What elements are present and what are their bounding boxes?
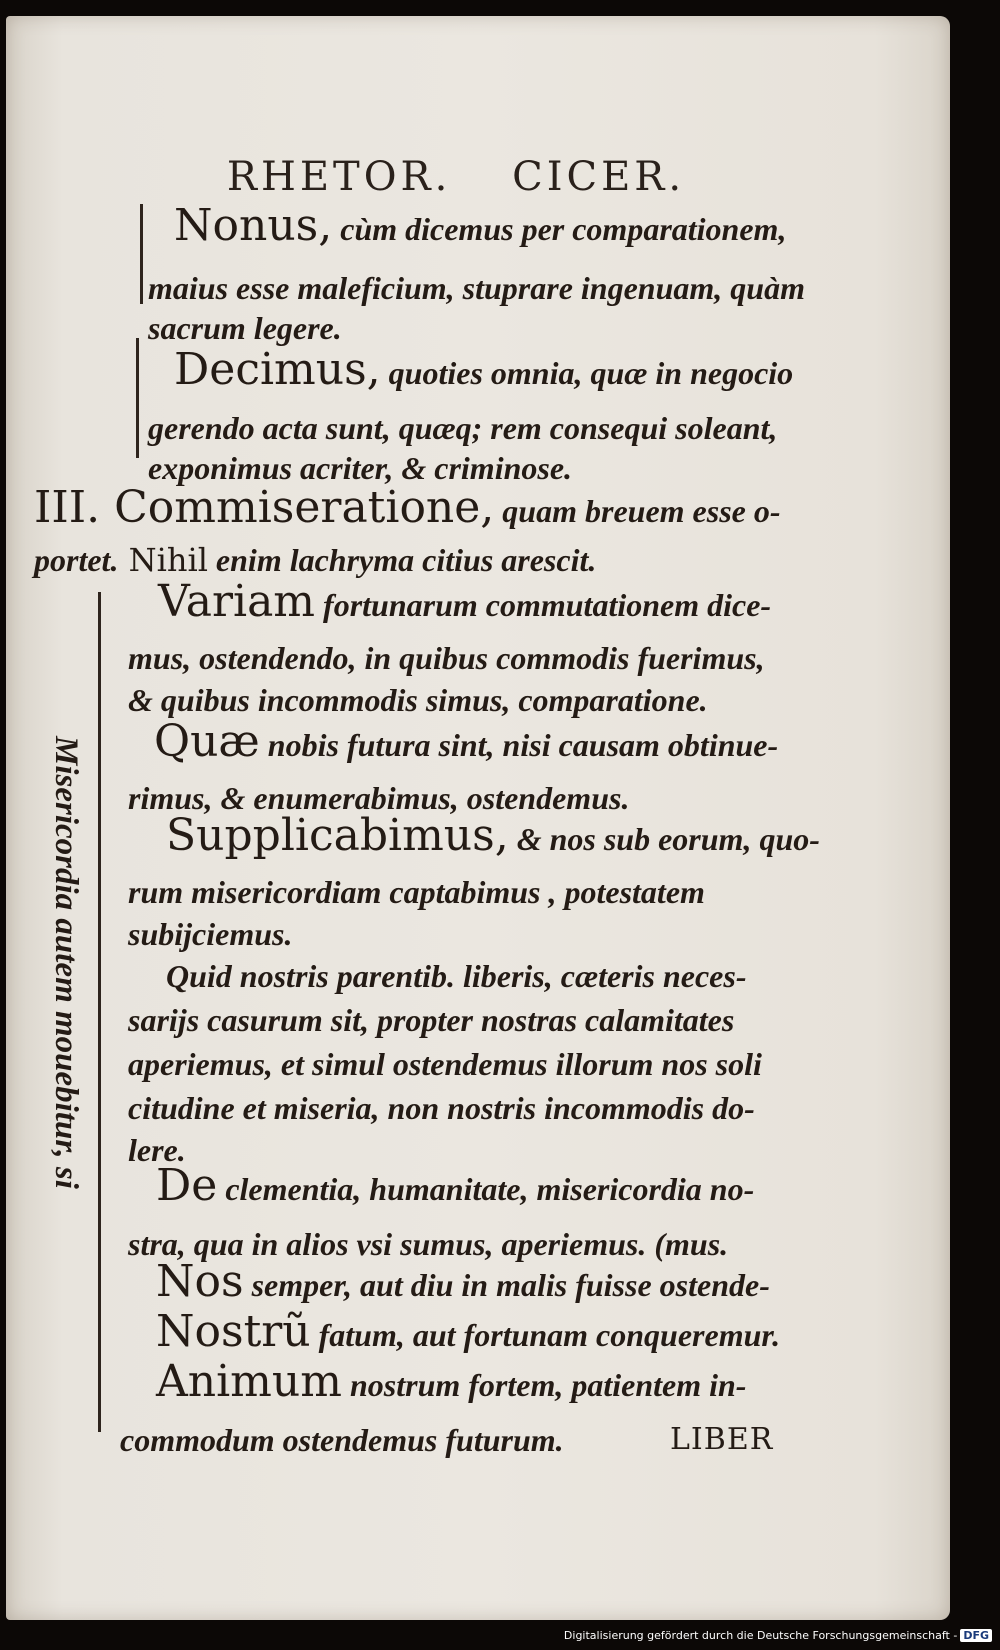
text-line-6: exponimus acriter, & criminose. bbox=[148, 450, 573, 486]
text-line-18: sarijs casurum sit, propter nostras calamitates bbox=[128, 1002, 735, 1038]
book-page bbox=[6, 16, 950, 1620]
text-line-15: rum misericordiam captabimus , potestatem bbox=[128, 874, 705, 910]
initial-word: Supplicabimus, bbox=[166, 810, 509, 861]
dfg-logo: DFG bbox=[960, 1629, 992, 1642]
text-line-1: Nonus, cùm dicemus per comparationem, bbox=[174, 200, 787, 251]
text-line-4: Decimus, quoties omnia, quæ in negocio bbox=[174, 344, 794, 395]
text-line-2: maius esse maleficium, stuprare ingenuam, quàm bbox=[148, 270, 805, 306]
bracket-top-2 bbox=[136, 338, 139, 458]
text-line-10: mus, ostendendo, in quibus commodis fuerimus, bbox=[128, 640, 765, 676]
text-line-14: Supplicabimus, & nos sub eorum, quo- bbox=[166, 810, 820, 861]
initial-word: Commiseratione, bbox=[100, 482, 495, 533]
digitization-footer bbox=[564, 1629, 992, 1642]
text-line-12: Quæ nobis futura sint, nisi causam obtinue- bbox=[154, 716, 779, 767]
catchword: LIBER bbox=[670, 1422, 774, 1457]
initial-word: Quæ bbox=[154, 716, 260, 767]
running-header bbox=[6, 154, 906, 200]
text-line-17: Quid nostris parentib. liberis, cæteris neces- bbox=[166, 958, 747, 994]
text-line-25: Nostrũ fatum, aut fortunam conqueremur. bbox=[156, 1306, 781, 1357]
text-line-13: rimus, & enumerabimus, ostendemus. bbox=[128, 780, 630, 816]
section-number: III. bbox=[34, 482, 101, 533]
text-line-3: sacrum legere. bbox=[148, 310, 342, 346]
marginal-note: Misericordia autem mouebitur, si bbox=[48, 736, 84, 1189]
header-left: RHETOR. bbox=[226, 154, 452, 200]
text-line-20: citudine et miseria, non nostris incommodis do- bbox=[128, 1090, 755, 1126]
footer-text: Digitalisierung gefördert durch die Deutsche Forschungsgemeinschaft - bbox=[563, 1629, 958, 1642]
text-line-19: aperiemus, et simul ostendemus illorum nos soli bbox=[128, 1046, 762, 1082]
text-line-23: stra, qua in alios vsi sumus, aperiemus. (mus. bbox=[128, 1226, 729, 1262]
text-line-16: subijciemus. bbox=[128, 916, 293, 952]
text-line-7: III. Commiseratione, quam breuem esse o- bbox=[34, 482, 781, 533]
text-line-8: portet. Nihil enim lachryma citius arescit. bbox=[34, 541, 597, 579]
initial-word: Decimus, bbox=[174, 344, 381, 395]
text-line-24: Nos semper, aut diu in malis fuisse ostende- bbox=[156, 1256, 770, 1307]
initial-word: Animum bbox=[156, 1356, 342, 1407]
text-line-5: gerendo acta sunt, quæq; rem consequi soleant, bbox=[148, 410, 778, 446]
text-line-9: Variam fortunarum commutationem dice- bbox=[158, 576, 772, 627]
header-right: CICER. bbox=[512, 154, 686, 200]
initial-word: Variam bbox=[158, 576, 316, 627]
initial-word: De bbox=[156, 1160, 218, 1211]
text-line-11: & quibus incommodis simus, comparatione. bbox=[128, 682, 708, 718]
text-line-26: Animum nostrum fortem, patientem in- bbox=[156, 1356, 747, 1407]
initial-word: Nos bbox=[156, 1256, 244, 1307]
text-line-27: commodum ostendemus futurum. bbox=[120, 1422, 564, 1458]
bracket-margin bbox=[98, 592, 101, 1432]
initial-word: Nonus, bbox=[174, 200, 333, 251]
text-line-21: lere. bbox=[128, 1132, 186, 1168]
text-line-22: De clementia, humanitate, misericordia no- bbox=[156, 1160, 755, 1211]
bracket-top-1 bbox=[140, 204, 143, 304]
initial-word: Nostrũ bbox=[156, 1306, 311, 1357]
